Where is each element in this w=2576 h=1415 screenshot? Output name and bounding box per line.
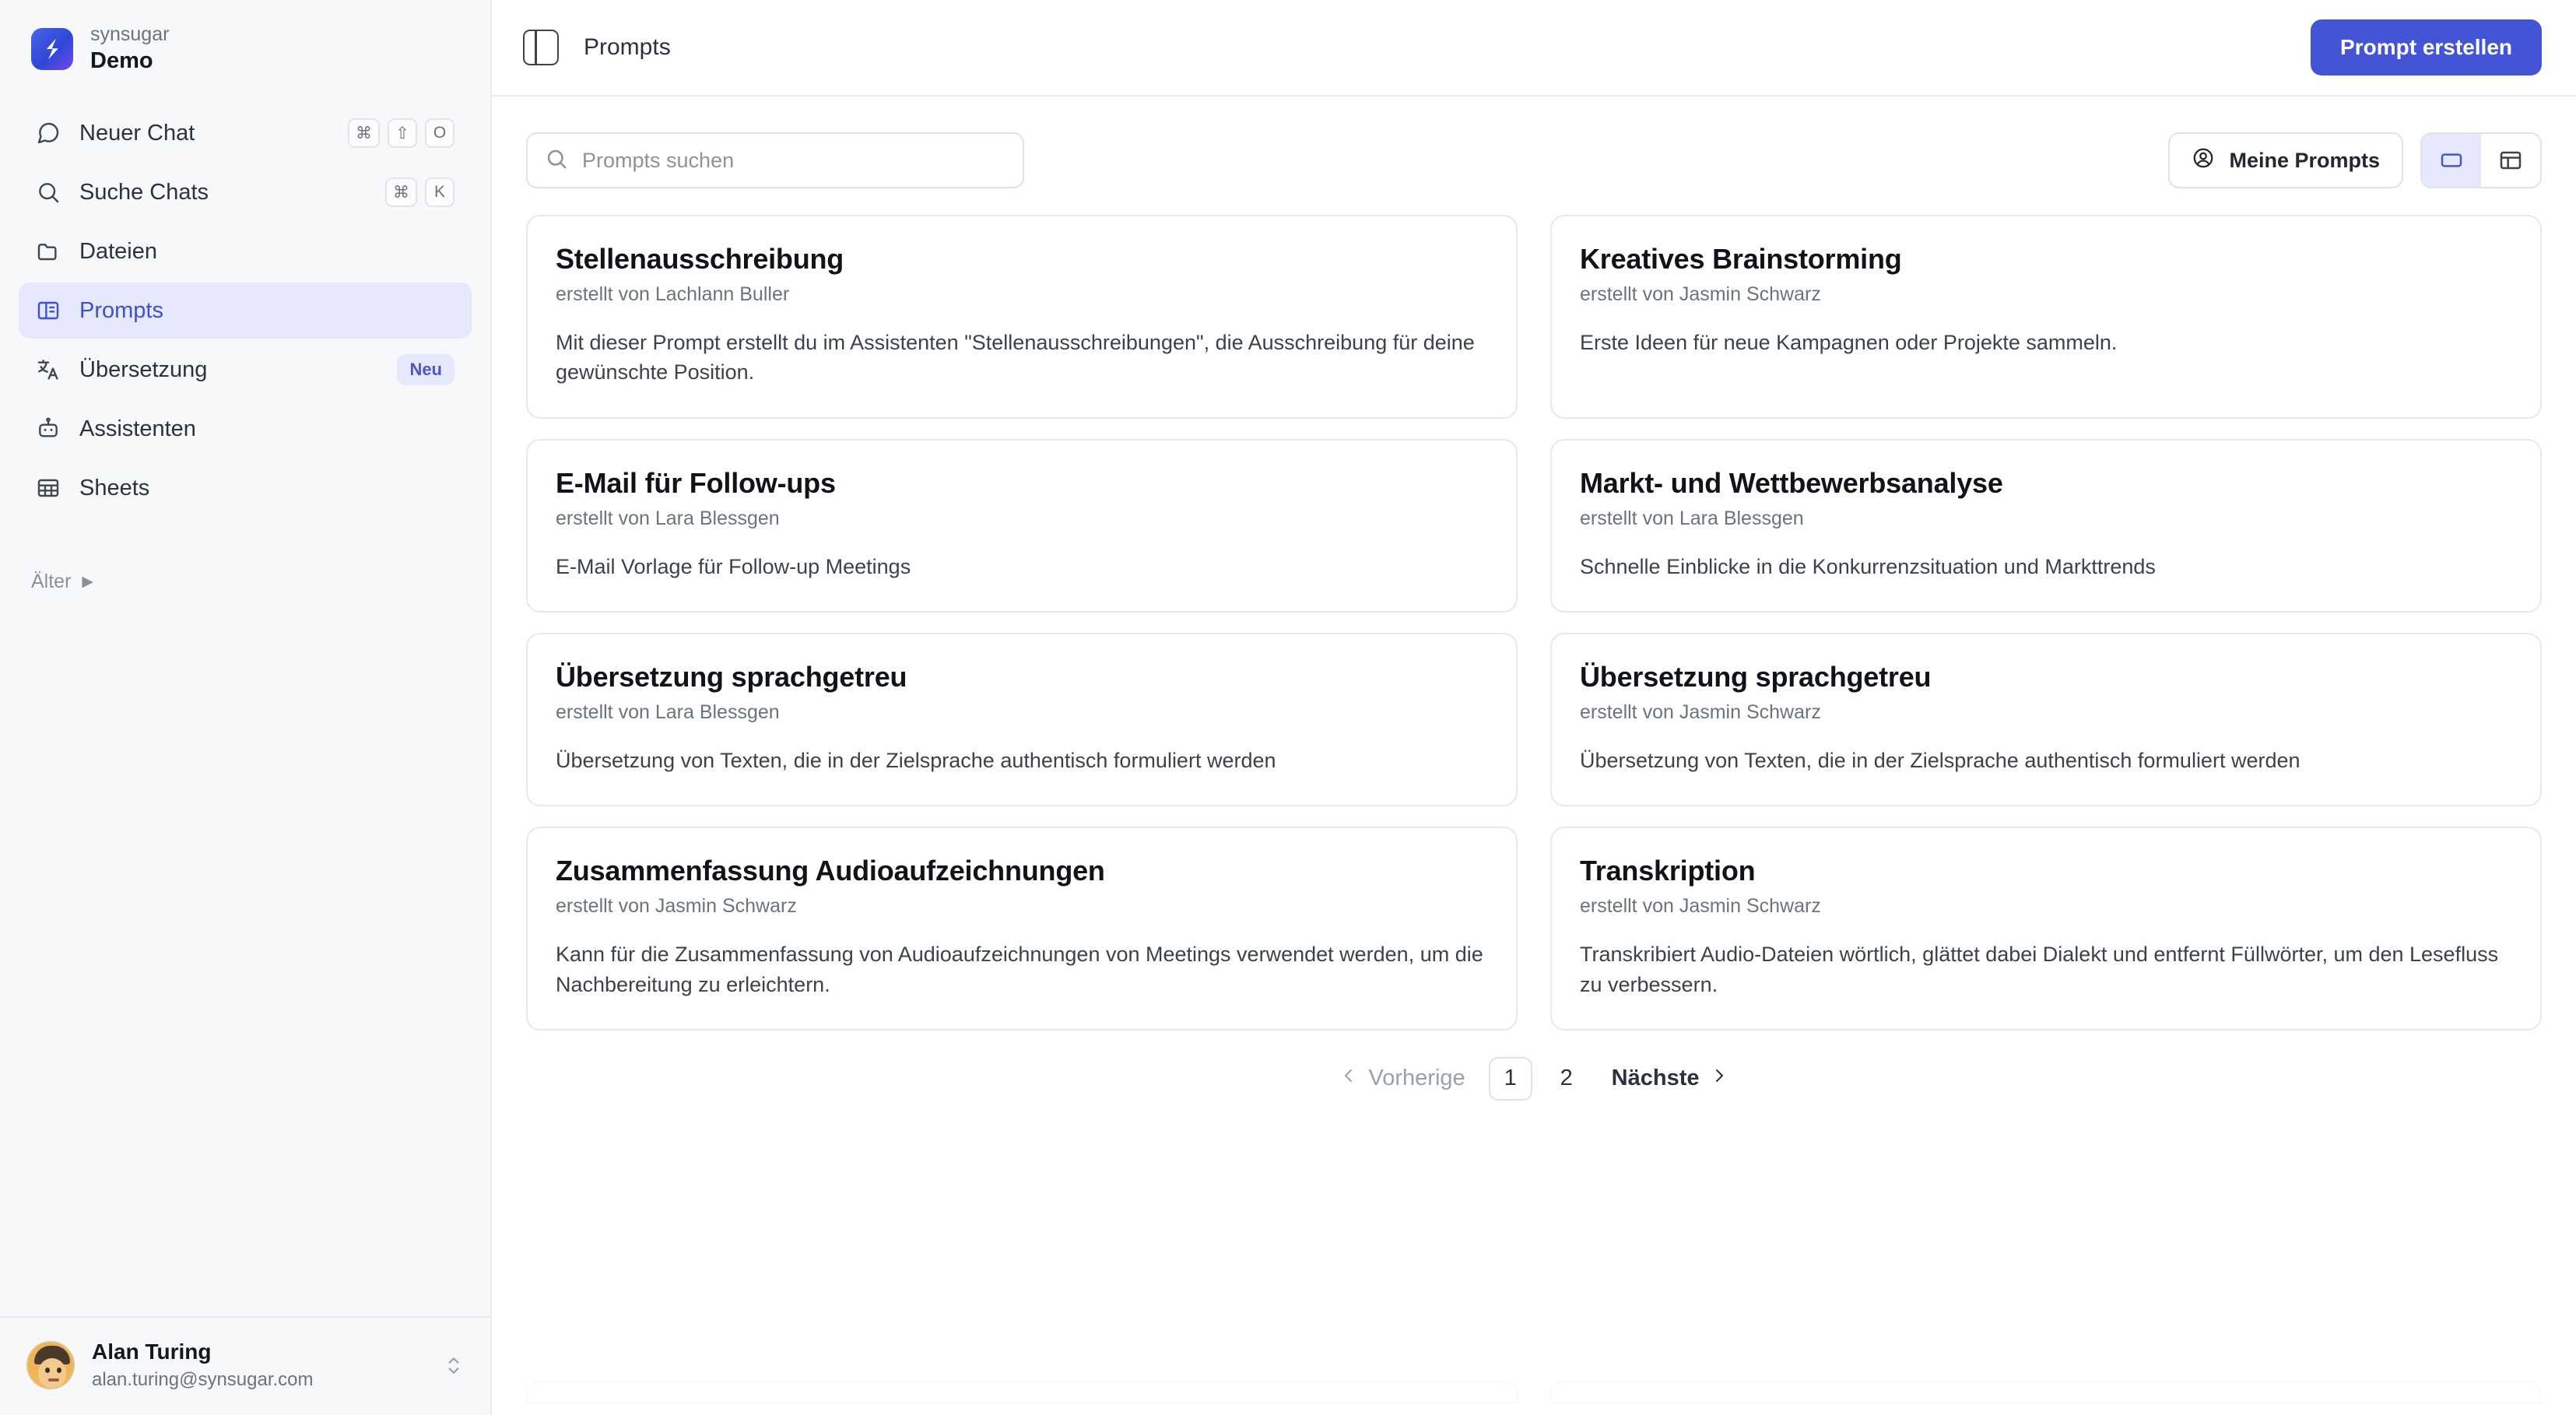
prompts-icon [36, 298, 67, 323]
sidebar-item-suche-chats[interactable] [19, 164, 472, 220]
sidebar-item-neuer-chat[interactable] [19, 105, 472, 161]
shortcut-key: O [425, 118, 454, 148]
page-number-1[interactable]: 1 [1489, 1057, 1532, 1101]
prompt-description: Transkribiert Audio-Dateien wörtlich, glättet dabei Dialekt und entfernt Füllwörter, um den Lesefluss zu verbessern. [1580, 943, 2499, 996]
prompt-card-grid [526, 215, 2542, 1031]
sidebar-item-label: Neuer Chat [79, 120, 195, 146]
shortcut-key: ⇧ [388, 118, 417, 148]
prompt-card[interactable] [1550, 827, 2542, 1031]
prompt-author: erstellt von Jasmin Schwarz [1580, 283, 1821, 305]
prompt-title: Zusammenfassung Audioaufzeichnungen [556, 855, 1105, 887]
prompt-author: erstellt von Lara Blessgen [556, 507, 780, 529]
shortcut-group [385, 177, 454, 207]
translate-icon [36, 357, 67, 382]
prompt-author: erstellt von Jasmin Schwarz [556, 895, 797, 918]
prompt-title: Transkription [1580, 855, 1756, 887]
folder-icon [36, 239, 67, 264]
sidebar-item-label: Übersetzung [79, 356, 208, 382]
prompt-author: erstellt von Jasmin Schwarz [1580, 700, 1821, 723]
sidebar [0, 0, 492, 1415]
my-prompts-label: Meine Prompts [2229, 148, 2380, 172]
sidebar-item-label: Assistenten [79, 416, 196, 441]
prompt-description: E-Mail Vorlage für Follow-up Meetings [556, 554, 911, 578]
chevron-right-icon [1710, 1066, 1728, 1091]
shortcut-key: ⌘ [348, 118, 380, 148]
breadcrumb: Prompts [584, 34, 671, 60]
sidebar-item-label: Suche Chats [79, 179, 209, 205]
prompt-title: Markt- und Wettbewerbsanalyse [1580, 466, 2003, 499]
pagination [526, 1031, 2542, 1101]
prompt-card[interactable] [1550, 215, 2542, 419]
chevron-up-down-icon [444, 1350, 464, 1380]
sidebar-item-uebersetzung[interactable] [19, 342, 472, 398]
prompt-card[interactable] [1550, 439, 2542, 613]
sidebar-item-label: Sheets [79, 475, 150, 500]
sidebar-nav [0, 94, 490, 516]
prompt-description: Erste Ideen für neue Kampagnen oder Projekte sammeln. [1580, 331, 2118, 354]
toolbar-right [2168, 132, 2542, 188]
older-section-toggle[interactable] [0, 571, 490, 593]
brand[interactable] [0, 0, 490, 94]
prompt-description: Übersetzung von Texten, die in der Zielsprache authentisch formuliert werden [556, 748, 1276, 772]
prompt-card[interactable] [526, 633, 1518, 806]
sidebar-item-sheets[interactable] [19, 460, 472, 516]
create-prompt-button[interactable]: Prompt erstellen [2311, 19, 2542, 75]
brand-subtitle: synsugar [90, 23, 170, 45]
search-icon [36, 180, 67, 205]
main-area [492, 0, 2576, 1415]
sidebar-item-assistenten[interactable] [19, 401, 472, 457]
table-view-icon[interactable] [2481, 134, 2540, 187]
search-box[interactable] [526, 132, 1024, 188]
prompt-description: Schnelle Einblicke in die Konkurrenzsituation und Markttrends [1580, 554, 2156, 578]
toolbar [526, 97, 2542, 215]
prompt-author: erstellt von Lachlann Buller [556, 283, 790, 305]
user-name: Alan Turing [92, 1340, 212, 1364]
prompt-title: Stellenausschreibung [556, 243, 844, 275]
prompt-title: Übersetzung sprachgetreu [1580, 660, 1932, 693]
topbar [492, 0, 2576, 97]
robot-icon [36, 416, 67, 441]
user-account-button[interactable] [0, 1316, 490, 1415]
prompt-title: Übersetzung sprachgetreu [556, 660, 907, 693]
prompt-author: erstellt von Lara Blessgen [556, 700, 780, 723]
sidebar-item-label: Dateien [79, 238, 157, 264]
view-toggle [2420, 132, 2542, 188]
my-prompts-filter-button[interactable] [2168, 132, 2403, 188]
shortcut-key: ⌘ [385, 177, 417, 207]
next-row-preview [526, 1381, 2542, 1404]
status-badge: Neu [397, 354, 454, 385]
sidebar-item-label: Prompts [79, 297, 163, 323]
table-icon [36, 476, 67, 500]
prompt-description: Kann für die Zusammenfassung von Audioaufzeichnungen von Meetings verwendet werden, um die Nachbereitung zu erleichtern. [556, 943, 1483, 996]
sidebar-item-dateien[interactable] [19, 223, 472, 279]
chevron-right-icon: ▶ [82, 574, 94, 591]
next-page-button[interactable] [1601, 1059, 1740, 1097]
brand-title: Demo [90, 47, 153, 73]
prompt-title: E-Mail für Follow-ups [556, 466, 836, 499]
sidebar-item-prompts[interactable] [19, 283, 472, 339]
shortcut-key: K [425, 177, 454, 207]
search-input[interactable] [582, 149, 1005, 173]
chat-bubble-icon [36, 121, 67, 146]
synsugar-logo-icon [31, 28, 73, 70]
next-page-label: Nächste [1611, 1066, 1700, 1091]
sidebar-toggle-icon[interactable] [523, 30, 559, 65]
shortcut-group [348, 118, 454, 148]
content-area [492, 97, 2576, 1415]
prompt-description: Übersetzung von Texten, die in der Zielsprache authentisch formuliert werden [1580, 748, 2301, 772]
chevron-left-icon [1339, 1066, 1358, 1091]
card-view-icon[interactable] [2422, 134, 2481, 187]
prompt-card[interactable] [526, 827, 1518, 1031]
user-circle-icon [2192, 146, 2215, 175]
prompt-description: Mit dieser Prompt erstellt du im Assistenten "Stellenausschreibungen", die Ausschreibung für deine gewünschte Position. [556, 331, 1475, 384]
prompt-author: erstellt von Lara Blessgen [1580, 507, 1804, 529]
older-label: Älter [31, 571, 72, 593]
prompt-card[interactable] [526, 215, 1518, 419]
prompt-card[interactable] [1550, 633, 2542, 806]
user-email: alan.turing@synsugar.com [92, 1369, 314, 1390]
page-number-2[interactable]: 2 [1560, 1066, 1573, 1091]
prompt-card[interactable] [526, 439, 1518, 613]
prompt-author: erstellt von Jasmin Schwarz [1580, 895, 1821, 918]
search-icon [545, 147, 568, 174]
previous-page-button[interactable] [1328, 1059, 1476, 1097]
prompt-title: Kreatives Brainstorming [1580, 243, 1902, 275]
avatar [26, 1341, 75, 1389]
previous-page-label: Vorherige [1368, 1066, 1465, 1091]
